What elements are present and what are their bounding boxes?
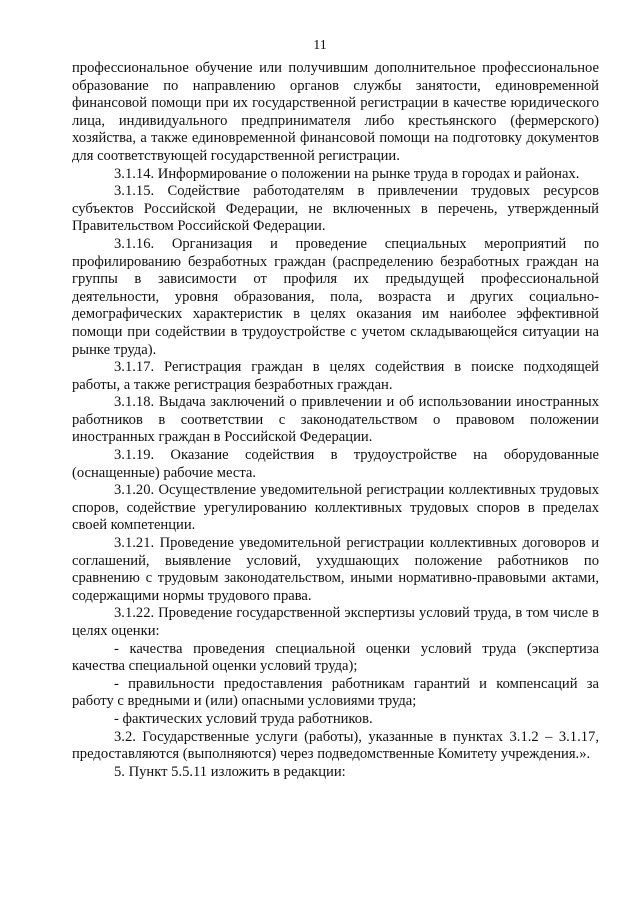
list-item-guarantees: - правильности предоставления работникам гарантий и компенсаций за работу с вредными и (или) опасными условиями труда;: [72, 675, 599, 710]
paragraph-3-1-18: 3.1.18. Выдача заключений о привлечении и об использовании иностранных работников в соответствии с законодательством о правовом положении иностранных граждан в Российской Федерации.: [72, 394, 599, 446]
paragraph-3-1-22: 3.1.22. Проведение государственной экспертизы условий труда, в том числе в целях оценки:: [72, 605, 599, 639]
paragraph-3-1-15: 3.1.15. Содействие работодателям в привлечении трудовых ресурсов субъектов Российской Федерации, не включенных в перечень, утвержденный Правительством Российской Федерации.: [72, 183, 599, 235]
paragraph-continuation: профессиональное обучение или получившим дополнительное профессиональное образование по направлению органов службы занятости, единовременной финансовой помощи при их государственной регистрации в качестве юридического лица, индивидуального предпринимателя либо крестьянского (фермерского) хозяйства, а также единовременной финансовой помощи на подготовку документов для соответствующей государственной регистрации.: [72, 60, 599, 164]
paragraph-3-1-20: 3.1.20. Осуществление уведомительной регистрации коллективных трудовых споров, содействие урегулированию коллективных трудовых споров в пределах своей компетенции.: [72, 482, 599, 534]
document-body: [72, 60, 599, 781]
page-number: 11: [313, 38, 327, 53]
list-item-quality: - качества проведения специальной оценки условий труда (экспертиза качества специальной оценки условий труда);: [72, 640, 599, 675]
paragraph-3-1-17: 3.1.17. Регистрация граждан в целях содействия в поиске подходящей работы, а также регистрация безработных граждан.: [72, 359, 599, 393]
paragraph-3-1-21: 3.1.21. Проведение уведомительной регистрации коллективных договоров и соглашений, выявление условий, ухудшающих положение работников по сравнению с трудовым законодательством, иными нормативно-правовыми актами, содержащими нормы трудового права.: [72, 535, 599, 604]
paragraph-3-1-14: 3.1.14. Информирование о положении на рынке труда в городах и районах.: [114, 165, 580, 182]
paragraph-3-2: 3.2. Государственные услуги (работы), указанные в пунктах 3.1.2 – 3.1.17, предоставляются (выполняются) через подведомственные Комитету учреждения.».: [72, 728, 599, 763]
list-item-conditions: - фактических условий труда работников.: [114, 710, 373, 727]
paragraph-item-5: 5. Пункт 5.5.11 изложить в редакции:: [114, 763, 346, 780]
paragraph-3-1-16: 3.1.16. Организация и проведение специальных мероприятий по профилированию безработных граждан (распределению безработных граждан на группы в зависимости от профиля их предыдущей профессиональной деятельности, уровня образования, пола, возраста и других социально-демографических характеристик в целях оказания им наиболее эффективной помощи при содействии в трудоустройстве с учетом складывающейся ситуации на рынке труда).: [72, 235, 599, 358]
paragraph-3-1-19: 3.1.19. Оказание содействия в трудоустройстве на оборудованные (оснащенные) рабочие места.: [72, 447, 599, 481]
